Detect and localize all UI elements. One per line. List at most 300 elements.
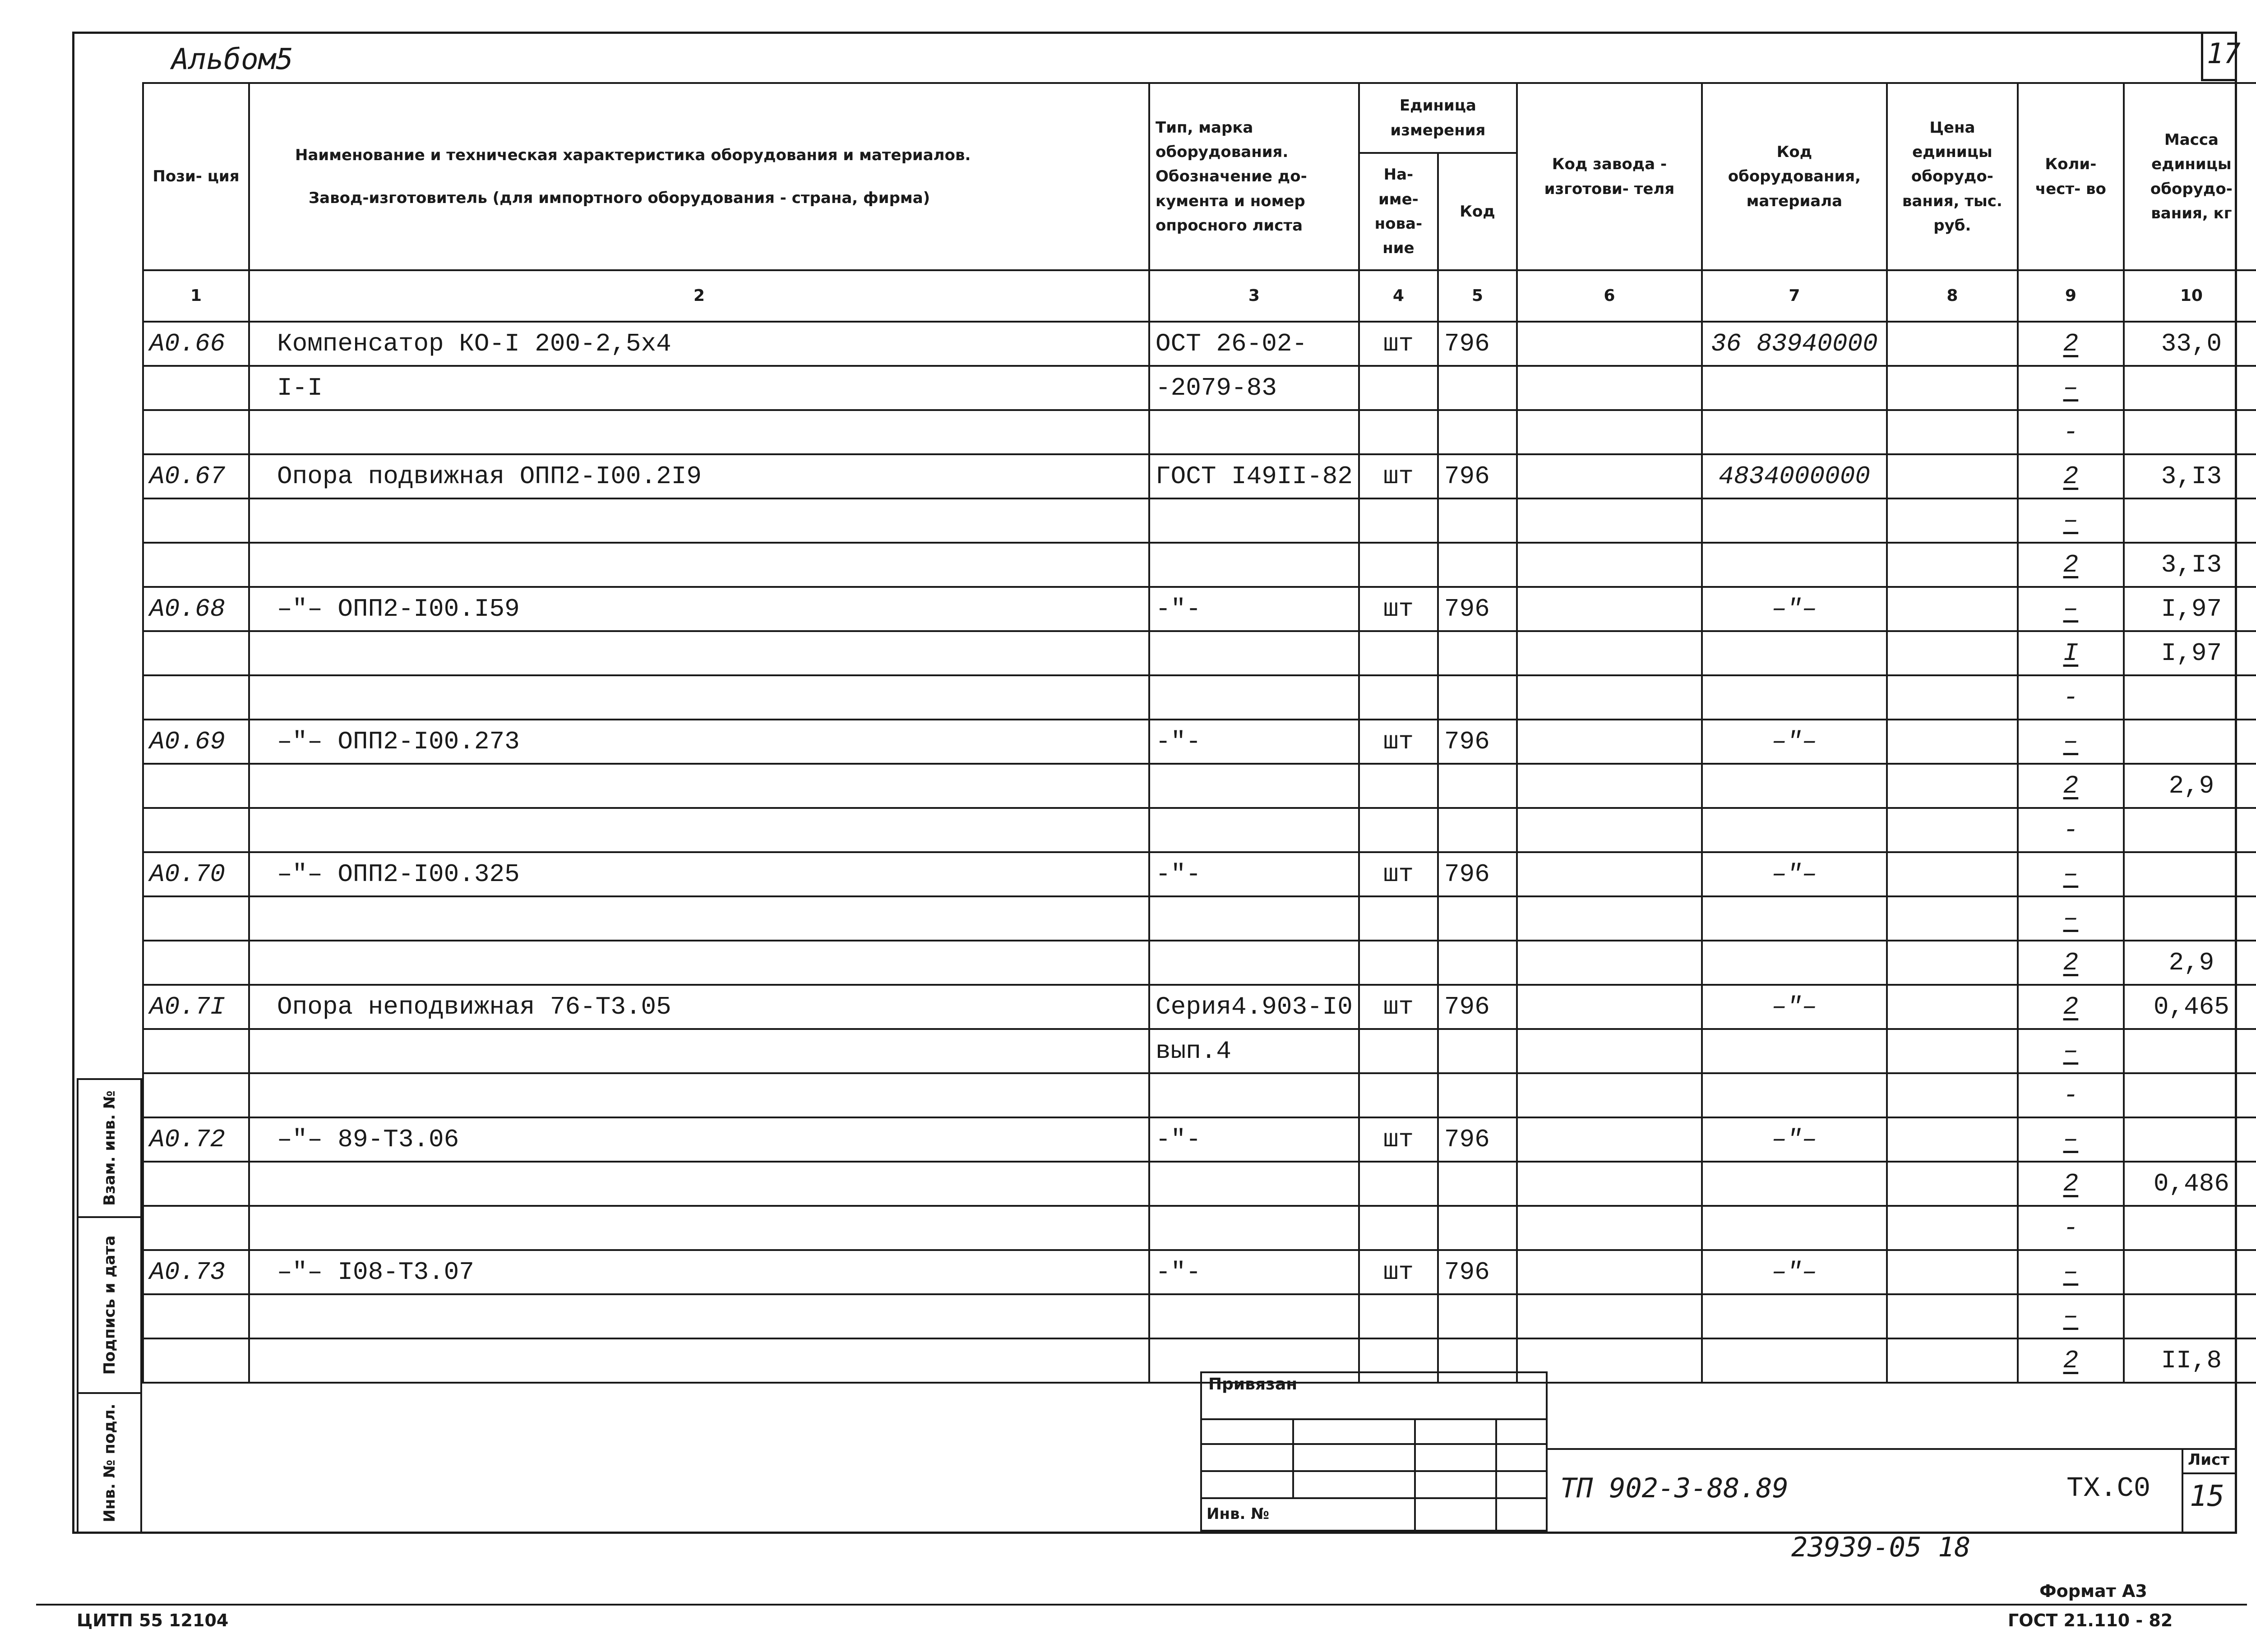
cell-unit	[1359, 1294, 1438, 1338]
header-name-line2: Завод-изготовитель (для импортного оборудования - страна, фирма)	[309, 189, 930, 207]
cell-pos	[143, 1073, 249, 1117]
cell-price	[1887, 675, 2018, 720]
table-row	[143, 808, 2256, 852]
cell-name: –"– ОПП2-I00.325	[249, 852, 1149, 896]
col-number: 2	[249, 270, 1149, 322]
cell-type: ГОСТ I49II-82	[1149, 454, 1359, 498]
cell-name: I-I	[249, 366, 1149, 410]
privyazan-label: Привязан	[1208, 1375, 1298, 1394]
cell-price	[1887, 720, 2018, 764]
cell-qty: –	[2018, 1250, 2124, 1294]
cell-qty: –	[2018, 587, 2124, 631]
cell-equip-code	[1702, 764, 1887, 808]
cell-price	[1887, 410, 2018, 454]
cell-price	[1887, 896, 2018, 941]
sheet-number: 15	[2190, 1480, 2225, 1513]
cell-type: -"-	[1149, 720, 1359, 764]
header-pos: Пози- ция	[143, 83, 249, 270]
cell-name: Опора подвижная ОПП2-I00.2I9	[249, 454, 1149, 498]
cell-mass: I,97	[2124, 587, 2256, 631]
cell-equip-code	[1702, 1206, 1887, 1250]
cell-mass	[2124, 498, 2256, 543]
col-number: 8	[1887, 270, 2018, 322]
col-number: 5	[1438, 270, 1517, 322]
cell-type: -"-	[1149, 587, 1359, 631]
cell-pos	[143, 631, 249, 675]
table-row	[143, 1250, 2256, 1294]
cell-name	[249, 764, 1149, 808]
cell-price	[1887, 941, 2018, 985]
cell-name	[249, 410, 1149, 454]
header-unit-code: Код	[1438, 153, 1517, 270]
col-number: 7	[1702, 270, 1887, 322]
cell-plant-code	[1517, 808, 1702, 852]
cell-unit-code	[1438, 366, 1517, 410]
table-row	[143, 764, 2256, 808]
cell-pos	[143, 675, 249, 720]
cell-unit-code	[1438, 941, 1517, 985]
cell-unit: шт	[1359, 720, 1438, 764]
cell-mass: 2,9	[2124, 764, 2256, 808]
cell-pos	[143, 1338, 249, 1383]
cell-type: ОСТ 26-02-	[1149, 322, 1359, 366]
cell-plant-code	[1517, 543, 1702, 587]
cell-type: Серия4.903-I0	[1149, 985, 1359, 1029]
cell-plant-code	[1517, 1073, 1702, 1117]
cell-name	[249, 808, 1149, 852]
stamp-line	[1202, 1418, 1546, 1420]
cell-qty: –	[2018, 498, 2124, 543]
table-row	[143, 1206, 2256, 1250]
cell-type: -2079-83	[1149, 366, 1359, 410]
cell-mass	[2124, 366, 2256, 410]
cell-unit	[1359, 498, 1438, 543]
cell-plant-code	[1517, 1206, 1702, 1250]
cell-mass	[2124, 1250, 2256, 1294]
cell-mass	[2124, 720, 2256, 764]
cell-unit-code	[1438, 410, 1517, 454]
cell-equip-code	[1702, 1029, 1887, 1073]
cell-equip-code: –"–	[1702, 1117, 1887, 1162]
cell-qty: 2	[2018, 1338, 2124, 1383]
cell-type	[1149, 498, 1359, 543]
cell-price	[1887, 1206, 2018, 1250]
vzam-label: Взам. инв. №	[100, 1090, 119, 1206]
cell-price	[1887, 322, 2018, 366]
cell-pos: А0.73	[143, 1250, 249, 1294]
cell-price	[1887, 808, 2018, 852]
table-row	[143, 366, 2256, 410]
col-number: 9	[2018, 270, 2124, 322]
table-row	[143, 985, 2256, 1029]
cell-plant-code	[1517, 322, 1702, 366]
table-row	[143, 896, 2256, 941]
cell-equip-code	[1702, 808, 1887, 852]
cell-name	[249, 631, 1149, 675]
cell-mass: II,8	[2124, 1338, 2256, 1383]
header-mass: Масса единицы оборудо- вания, кг	[2124, 83, 2256, 270]
cell-unit	[1359, 410, 1438, 454]
cell-name	[249, 1162, 1149, 1206]
cell-price	[1887, 1294, 2018, 1338]
cell-mass	[2124, 896, 2256, 941]
cell-unit	[1359, 631, 1438, 675]
cell-qty: –	[2018, 366, 2124, 410]
cell-plant-code	[1517, 498, 1702, 543]
cell-equip-code	[1702, 631, 1887, 675]
cell-qty: 2	[2018, 322, 2124, 366]
table-row	[143, 675, 2256, 720]
cell-price	[1887, 764, 2018, 808]
table-row	[143, 322, 2256, 366]
table-row	[143, 941, 2256, 985]
album-label: Альбом5	[171, 43, 293, 76]
cell-type	[1149, 1162, 1359, 1206]
cell-unit	[1359, 808, 1438, 852]
stamp-line	[1495, 1418, 1497, 1532]
cell-unit	[1359, 1162, 1438, 1206]
inv-no-label: Инв. №	[1207, 1505, 1270, 1523]
cell-type: вып.4	[1149, 1029, 1359, 1073]
cell-type	[1149, 896, 1359, 941]
cell-equip-code	[1702, 366, 1887, 410]
cell-name	[249, 543, 1149, 587]
archive-number: 23939-05 18	[1791, 1532, 1971, 1563]
cell-pos	[143, 543, 249, 587]
sheet-label: Лист	[2188, 1451, 2229, 1469]
podpis-cell	[77, 1216, 142, 1394]
cell-unit-code	[1438, 808, 1517, 852]
cell-plant-code	[1517, 1294, 1702, 1338]
table-row	[143, 1338, 2256, 1383]
header-name	[249, 83, 1149, 270]
cell-pos: А0.69	[143, 720, 249, 764]
header-name-line1: Наименование и техническая характеристика оборудования и материалов.	[295, 146, 971, 165]
cell-equip-code	[1702, 1073, 1887, 1117]
table-row	[143, 543, 2256, 587]
stamp-line	[1202, 1470, 1546, 1472]
header-unit-group: Единица измерения	[1359, 83, 1517, 153]
inv-podl-cell	[77, 1392, 142, 1534]
cell-price	[1887, 1162, 2018, 1206]
cell-price	[1887, 1029, 2018, 1073]
cell-equip-code: –"–	[1702, 587, 1887, 631]
cell-price	[1887, 498, 2018, 543]
specification-body	[143, 322, 2256, 1383]
cell-pos	[143, 764, 249, 808]
cell-plant-code	[1517, 852, 1702, 896]
cell-qty: 2	[2018, 543, 2124, 587]
page-number-box	[2201, 32, 2241, 81]
cell-name	[249, 675, 1149, 720]
cell-equip-code: –"–	[1702, 852, 1887, 896]
cell-mass	[2124, 1073, 2256, 1117]
cell-unit	[1359, 1073, 1438, 1117]
cell-name	[249, 498, 1149, 543]
cell-qty: 2	[2018, 764, 2124, 808]
table-row	[143, 1162, 2256, 1206]
cell-unit: шт	[1359, 852, 1438, 896]
cell-equip-code	[1702, 941, 1887, 985]
cell-name	[249, 941, 1149, 985]
cell-name: –"– I08-Т3.07	[249, 1250, 1149, 1294]
table-row	[143, 1117, 2256, 1162]
cell-mass: I,97	[2124, 631, 2256, 675]
cell-unit-code	[1438, 896, 1517, 941]
cell-unit: шт	[1359, 587, 1438, 631]
cell-unit-code	[1438, 543, 1517, 587]
cell-pos	[143, 896, 249, 941]
cell-unit: шт	[1359, 454, 1438, 498]
cell-name	[249, 1294, 1149, 1338]
stamp-line	[1202, 1497, 1546, 1499]
cell-pos	[143, 808, 249, 852]
cell-type	[1149, 675, 1359, 720]
cell-mass	[2124, 1029, 2256, 1073]
cell-unit: шт	[1359, 985, 1438, 1029]
cell-unit	[1359, 764, 1438, 808]
cell-equip-code	[1702, 1338, 1887, 1383]
cell-unit	[1359, 1029, 1438, 1073]
inv-podl-label: Инв. № подл.	[100, 1403, 119, 1523]
cell-pos	[143, 366, 249, 410]
project-number: ТП 902-3-88.89	[1560, 1472, 1789, 1504]
cell-unit-code	[1438, 675, 1517, 720]
cell-plant-code	[1517, 1117, 1702, 1162]
cell-equip-code	[1702, 498, 1887, 543]
cell-plant-code	[1517, 631, 1702, 675]
cell-qty: 2	[2018, 1162, 2124, 1206]
stamp-line	[1202, 1443, 1546, 1445]
cell-type	[1149, 631, 1359, 675]
cell-type	[1149, 410, 1359, 454]
cell-type	[1149, 1073, 1359, 1117]
cell-price	[1887, 1250, 2018, 1294]
table-row	[143, 410, 2256, 454]
cell-unit-code	[1438, 498, 1517, 543]
cell-price	[1887, 631, 2018, 675]
cell-equip-code: –"–	[1702, 720, 1887, 764]
cell-price	[1887, 454, 2018, 498]
cell-pos	[143, 1162, 249, 1206]
cell-plant-code	[1517, 1250, 1702, 1294]
cell-price	[1887, 852, 2018, 896]
cell-mass	[2124, 808, 2256, 852]
cell-plant-code	[1517, 896, 1702, 941]
cell-equip-code: 4834000000	[1702, 454, 1887, 498]
vzam-cell	[77, 1078, 142, 1218]
cell-pos	[143, 1294, 249, 1338]
header-equip-code: Код оборудования, материала	[1702, 83, 1887, 270]
cell-name: –"– ОПП2-I00.I59	[249, 587, 1149, 631]
cell-mass: 3,I3	[2124, 454, 2256, 498]
cell-plant-code	[1517, 587, 1702, 631]
specification-table	[142, 82, 2256, 1384]
bottom-rule	[36, 1604, 2247, 1606]
header-price: Цена единицы оборудо- вания, тыс. руб.	[1887, 83, 2018, 270]
cell-qty: 2	[2018, 454, 2124, 498]
page-number: 17	[2207, 37, 2241, 70]
cell-plant-code	[1517, 941, 1702, 985]
cell-price	[1887, 587, 2018, 631]
cell-type	[1149, 1294, 1359, 1338]
cell-qty: 2	[2018, 985, 2124, 1029]
table-row	[143, 498, 2256, 543]
cell-type: -"-	[1149, 1250, 1359, 1294]
cell-mass: 2,9	[2124, 941, 2256, 985]
cell-unit-code	[1438, 1206, 1517, 1250]
cell-plant-code	[1517, 985, 1702, 1029]
stamp-line	[1414, 1418, 1416, 1532]
cell-qty: -	[2018, 675, 2124, 720]
cell-pos	[143, 1206, 249, 1250]
table-row	[143, 1029, 2256, 1073]
cell-mass	[2124, 1206, 2256, 1250]
cell-pos	[143, 498, 249, 543]
cell-pos	[143, 410, 249, 454]
format-label: Формат А3	[2039, 1581, 2147, 1601]
cell-plant-code	[1517, 675, 1702, 720]
table-row	[143, 852, 2256, 896]
cell-mass: 33,0	[2124, 322, 2256, 366]
cell-equip-code	[1702, 675, 1887, 720]
cell-mass	[2124, 410, 2256, 454]
cell-unit	[1359, 675, 1438, 720]
cell-mass: 3,I3	[2124, 543, 2256, 587]
cell-type	[1149, 764, 1359, 808]
cell-unit-code: 796	[1438, 454, 1517, 498]
cell-plant-code	[1517, 1029, 1702, 1073]
podpis-label: Подпись и дата	[100, 1235, 119, 1375]
col-number: 1	[143, 270, 249, 322]
cell-equip-code: –"–	[1702, 985, 1887, 1029]
cell-unit-code: 796	[1438, 1250, 1517, 1294]
cell-unit	[1359, 896, 1438, 941]
cell-type: -"-	[1149, 1117, 1359, 1162]
cell-pos	[143, 1029, 249, 1073]
cell-qty: -	[2018, 1073, 2124, 1117]
cell-name: –"– ОПП2-I00.273	[249, 720, 1149, 764]
header-type: Тип, марка оборудования. Обозначение до- кумента и номер опросного листа	[1149, 83, 1359, 270]
sheet-box-line	[2183, 1472, 2237, 1474]
cell-mass	[2124, 1294, 2256, 1338]
cell-name	[249, 1073, 1149, 1117]
cell-mass: 0,465	[2124, 985, 2256, 1029]
cell-type: -"-	[1149, 852, 1359, 896]
cell-equip-code	[1702, 896, 1887, 941]
cell-mass	[2124, 852, 2256, 896]
cell-mass: 0,486	[2124, 1162, 2256, 1206]
cell-plant-code	[1517, 1162, 1702, 1206]
cell-qty: -	[2018, 1206, 2124, 1250]
cell-unit-code: 796	[1438, 720, 1517, 764]
cell-unit	[1359, 366, 1438, 410]
cell-equip-code	[1702, 1162, 1887, 1206]
cell-plant-code	[1517, 720, 1702, 764]
sheet-box	[2182, 1448, 2237, 1534]
cell-type	[1149, 941, 1359, 985]
cell-unit-code: 796	[1438, 587, 1517, 631]
cell-price	[1887, 543, 2018, 587]
cell-unit	[1359, 941, 1438, 985]
cell-pos: А0.67	[143, 454, 249, 498]
cell-name	[249, 1206, 1149, 1250]
header-unit-name: На- име- нова- ние	[1359, 153, 1438, 270]
cell-unit-code	[1438, 764, 1517, 808]
table-row	[143, 1073, 2256, 1117]
cell-type	[1149, 1206, 1359, 1250]
citp-label: ЦИТП 55 12104	[77, 1610, 229, 1630]
cell-qty: –	[2018, 1294, 2124, 1338]
cell-pos: А0.7I	[143, 985, 249, 1029]
cell-type	[1149, 543, 1359, 587]
privyazan-stamp	[1200, 1371, 1548, 1532]
cell-qty: -	[2018, 808, 2124, 852]
cell-equip-code	[1702, 1294, 1887, 1338]
table-row	[143, 1294, 2256, 1338]
col-number: 6	[1517, 270, 1702, 322]
cell-plant-code	[1517, 366, 1702, 410]
cell-plant-code	[1517, 410, 1702, 454]
cell-unit-code: 796	[1438, 322, 1517, 366]
cell-price	[1887, 985, 2018, 1029]
cell-type	[1149, 808, 1359, 852]
header-plant-code: Код завода - изготови- теля	[1517, 83, 1702, 270]
cell-qty: I	[2018, 631, 2124, 675]
cell-plant-code	[1517, 764, 1702, 808]
cell-qty: 2	[2018, 941, 2124, 985]
cell-pos	[143, 941, 249, 985]
table-row	[143, 720, 2256, 764]
cell-unit: шт	[1359, 1250, 1438, 1294]
gost-label: ГОСТ 21.110 - 82	[2008, 1610, 2173, 1630]
cell-qty: –	[2018, 1029, 2124, 1073]
stamp-line	[1292, 1418, 1294, 1497]
cell-equip-code	[1702, 410, 1887, 454]
cell-pos: А0.70	[143, 852, 249, 896]
cell-qty: –	[2018, 852, 2124, 896]
cell-unit-code	[1438, 1162, 1517, 1206]
cell-name: –"– 89-Т3.06	[249, 1117, 1149, 1162]
cell-qty: –	[2018, 1117, 2124, 1162]
cell-unit-code: 796	[1438, 852, 1517, 896]
cell-price	[1887, 1073, 2018, 1117]
table-row	[143, 631, 2256, 675]
table-row	[143, 587, 2256, 631]
title-block	[1548, 1448, 2237, 1534]
cell-price	[1887, 1117, 2018, 1162]
cell-unit	[1359, 543, 1438, 587]
cell-unit-code	[1438, 1073, 1517, 1117]
cell-equip-code: –"–	[1702, 1250, 1887, 1294]
col-number: 4	[1359, 270, 1438, 322]
col-number: 3	[1149, 270, 1359, 322]
cell-equip-code	[1702, 543, 1887, 587]
table-row	[143, 454, 2256, 498]
cell-qty: –	[2018, 896, 2124, 941]
left-margin-strip	[77, 1078, 142, 1534]
cell-name	[249, 1338, 1149, 1383]
cell-unit-code	[1438, 1029, 1517, 1073]
cell-name: Компенсатор КО-I 200-2,5х4	[249, 322, 1149, 366]
cell-name	[249, 1029, 1149, 1073]
cell-unit: шт	[1359, 322, 1438, 366]
cell-unit-code	[1438, 1294, 1517, 1338]
cell-pos: А0.66	[143, 322, 249, 366]
cell-price	[1887, 1338, 2018, 1383]
cell-price	[1887, 366, 2018, 410]
cell-pos: А0.72	[143, 1117, 249, 1162]
